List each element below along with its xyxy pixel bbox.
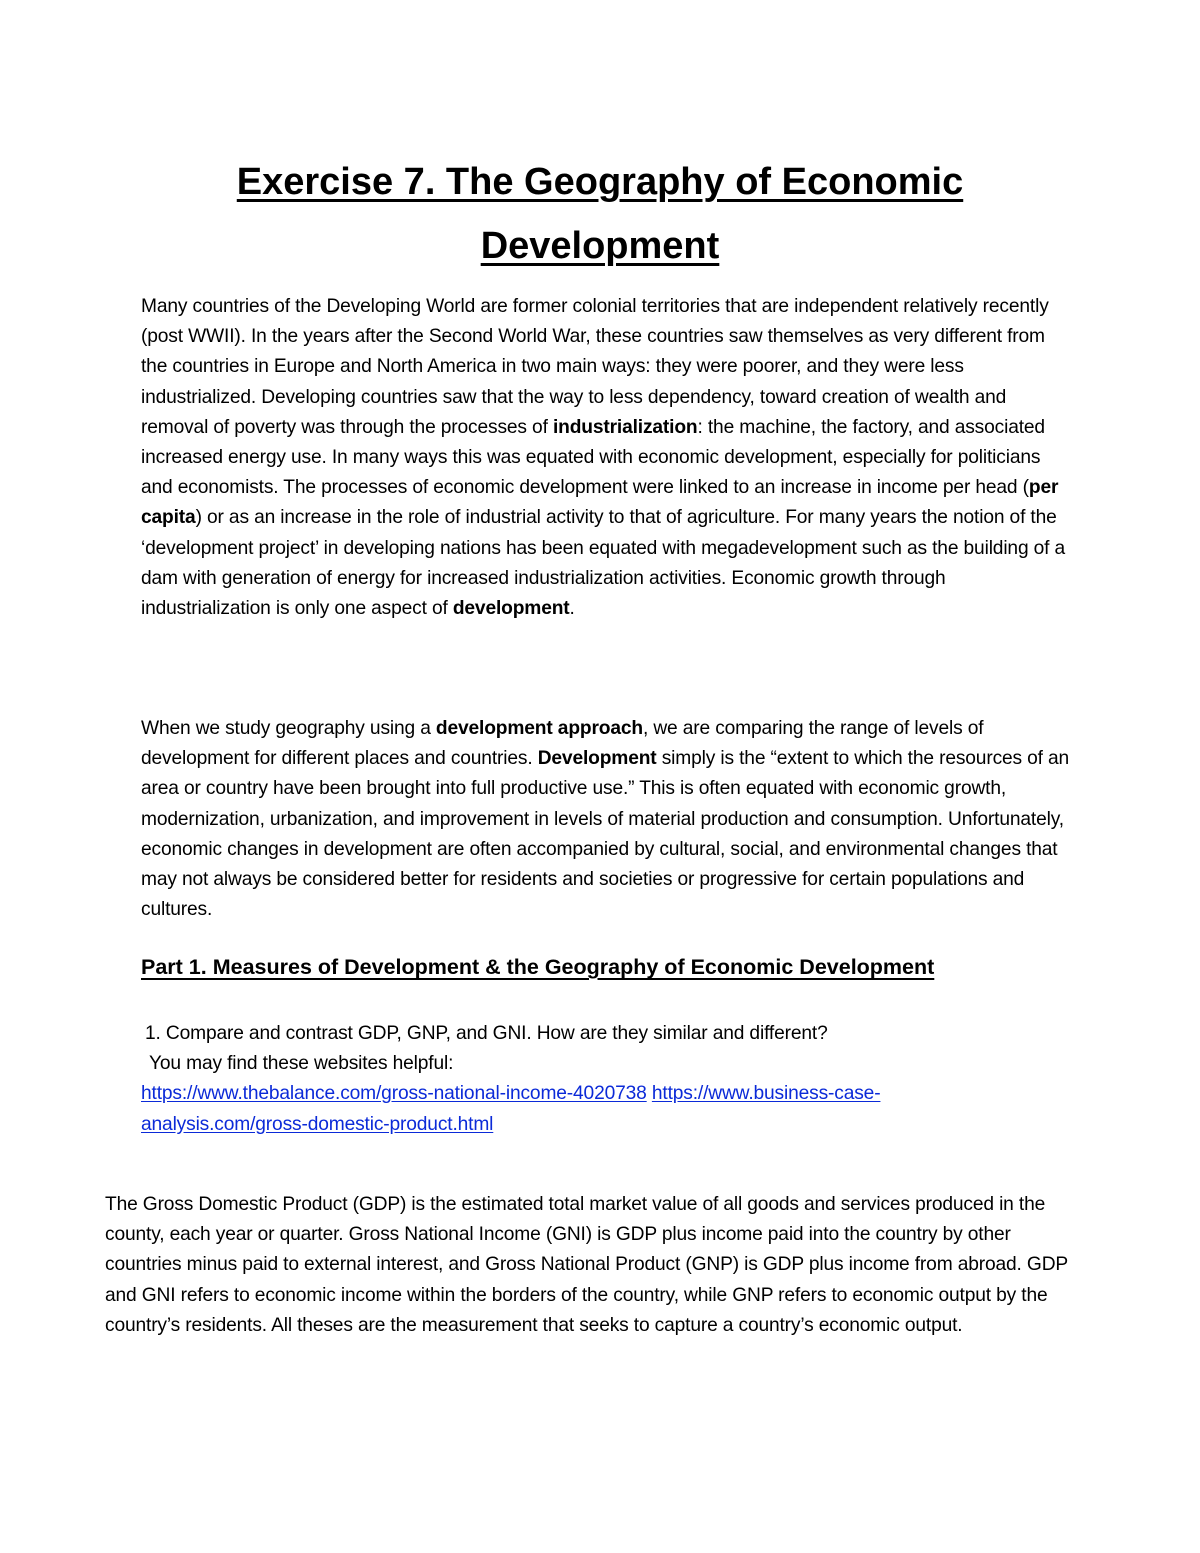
approach-text-3: simply is the “extent to which the resources of an area or country have been brought into full productive use.” This is often equated with economic growth, modernization, urbanization, and improvement in levels of material production and consumption. Unfortunately, economic changes in development are often accompanied by cultural, social, and environmental changes that may not always be considered better for residents and societies or progressive for certain populations and cultures. bbox=[141, 748, 1070, 921]
link-business-case-part-1[interactable]: https://www.business-case- bbox=[651, 1083, 881, 1105]
term-development-2: Development bbox=[537, 748, 657, 770]
intro-text-2: : the machine, the factory, and associated increased energy use. In many ways this was equated with economic development, especially for politicians and economists. The processes of economic development were linked to an increase in income per head ( bbox=[141, 416, 1045, 499]
question-1-block bbox=[141, 1019, 1065, 1140]
term-development: development bbox=[452, 598, 570, 620]
links-line-1 bbox=[141, 1079, 1065, 1109]
page-title bbox=[150, 150, 1050, 278]
links-line-2 bbox=[141, 1110, 1065, 1140]
question-1-text: 1. Compare and contrast GDP, GNP, and GNI. How are they similar and different? bbox=[145, 1023, 828, 1044]
link-business-case-part-2[interactable]: analysis.com/gross-domestic-product.html bbox=[141, 1113, 494, 1135]
answer-paragraph: The Gross Domestic Product (GDP) is the estimated total market value of all goods and services produced in the county, each year or quarter. Gross National Income (GNI) is GDP plus income paid into the country by other countries minus paid to external interest, and Gross National Product (GNP) is GDP plus income from abroad. GDP and GNI refers to economic income within the borders of the country, while GNP refers to economic output by the country’s residents. All theses are the measurement that seeks to capture a country’s economic output. bbox=[105, 1194, 1068, 1336]
title-line-2: Development bbox=[480, 225, 720, 267]
title-line-1: Exercise 7. The Geography of Economic bbox=[236, 161, 964, 203]
approach-text-2: , we are comparing the range of levels of development for different places and countries. bbox=[141, 718, 984, 770]
intro-text-4: . bbox=[569, 598, 575, 620]
approach-paragraph bbox=[141, 714, 1071, 925]
intro-text-1: Many countries of the Developing World are former colonial territories that are independent relatively recently (post WWII). In the years after the Second World War, these countries saw themselves as very different from the countries in Europe and North America in two main ways: they were poorer, and they were less industrialized. Developing countries saw that the way to less dependency, toward creation of wealth and removal of poverty was through the processes of bbox=[141, 296, 1049, 438]
term-industrialization: industrialization bbox=[552, 416, 698, 438]
approach-text-1: When we study geography using a bbox=[141, 718, 436, 739]
helper-text: You may find these websites helpful: bbox=[149, 1053, 454, 1075]
intro-text-3: ) or as an increase in the role of industrial activity to that of agriculture. For many years the notion of the ‘development project’ in developing nations has been equated with megadevelopment such as the building of a dam with generation of energy for increased industrialization activities. Economic growth through industrialization is only one aspect of bbox=[141, 507, 1066, 620]
term-per-capita: per capita bbox=[141, 477, 1059, 529]
term-development-approach: development approach bbox=[435, 718, 643, 739]
part1-heading: Part 1. Measures of Development & the Geography of Economic Development bbox=[141, 955, 935, 979]
intro-paragraph bbox=[141, 292, 1071, 624]
link-thebalance[interactable]: https://www.thebalance.com/gross-national-income-4020738 bbox=[141, 1083, 647, 1105]
